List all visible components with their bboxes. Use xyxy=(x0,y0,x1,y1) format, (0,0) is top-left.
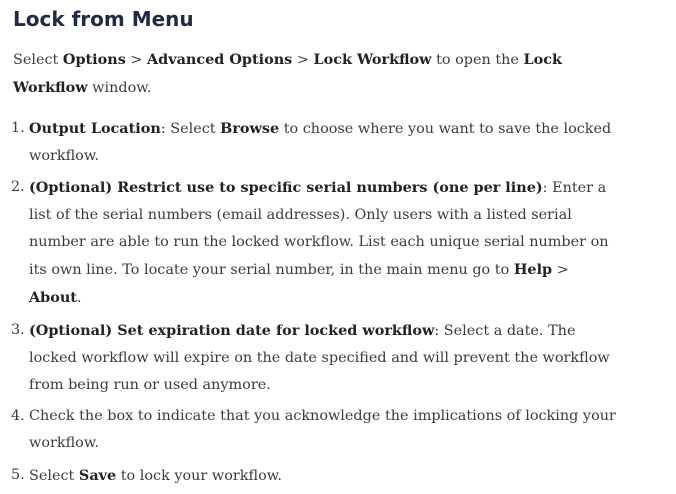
step-number: 5. xyxy=(11,466,25,483)
intro-text: to open the xyxy=(431,52,524,68)
save-label: Save xyxy=(78,466,117,484)
step-number: 4. xyxy=(11,408,25,425)
step-title: (Optional) Set expiration date for locked workflow xyxy=(29,321,435,339)
section-heading: Lock from Menu xyxy=(13,7,194,31)
step-text: Check the box to indicate that you acknowledge the implications of locking your workflow. xyxy=(29,408,616,452)
step-text: : Select xyxy=(160,121,221,137)
intro-paragraph xyxy=(13,46,573,102)
step-text: to lock your workflow. xyxy=(116,467,282,484)
step-number: 1. xyxy=(11,120,25,136)
menu-advanced-options-label: Advanced Options xyxy=(147,51,293,68)
browse-label: Browse xyxy=(220,120,280,137)
menu-options-label: Options xyxy=(62,51,126,68)
step-text: Select xyxy=(29,467,79,484)
step-text: : Select a date. The locked workflow will expire on the date specified and will prevent the workflow from being run or used anymore. xyxy=(29,322,610,393)
intro-separator: > xyxy=(292,52,314,68)
step-expiration-date xyxy=(0,317,624,399)
step-title: (Optional) Restrict use to specific serial numbers (one per line) xyxy=(29,179,543,197)
step-restrict-serial-numbers xyxy=(0,174,614,312)
step-title: Output Location xyxy=(29,120,161,137)
step-separator: > xyxy=(552,262,569,279)
lock-workflow-window-label: Lock Workflow xyxy=(13,51,562,96)
help-menu-label: Help xyxy=(513,261,553,279)
step-text: : Enter a list of the serial numbers (email addresses). Only users with a listed serial number are able to run the locked workflow. List each unique serial number on its own line. To locate your serial number, in the main menu go to xyxy=(29,180,609,279)
step-acknowledge xyxy=(0,403,619,457)
step-text: . xyxy=(76,290,82,307)
about-menu-label: About xyxy=(29,289,77,307)
step-number: 2. xyxy=(11,179,25,196)
menu-lock-workflow-label: Lock Workflow xyxy=(313,51,432,68)
step-number: 3. xyxy=(11,321,25,338)
step-text: to choose where you want to save the locked workflow. xyxy=(29,121,612,164)
step-save xyxy=(0,462,619,490)
step-output-location xyxy=(0,115,619,170)
intro-text: Select xyxy=(13,52,63,68)
intro-text: window. xyxy=(87,80,152,96)
intro-separator: > xyxy=(125,52,148,68)
steps-list xyxy=(0,115,676,494)
